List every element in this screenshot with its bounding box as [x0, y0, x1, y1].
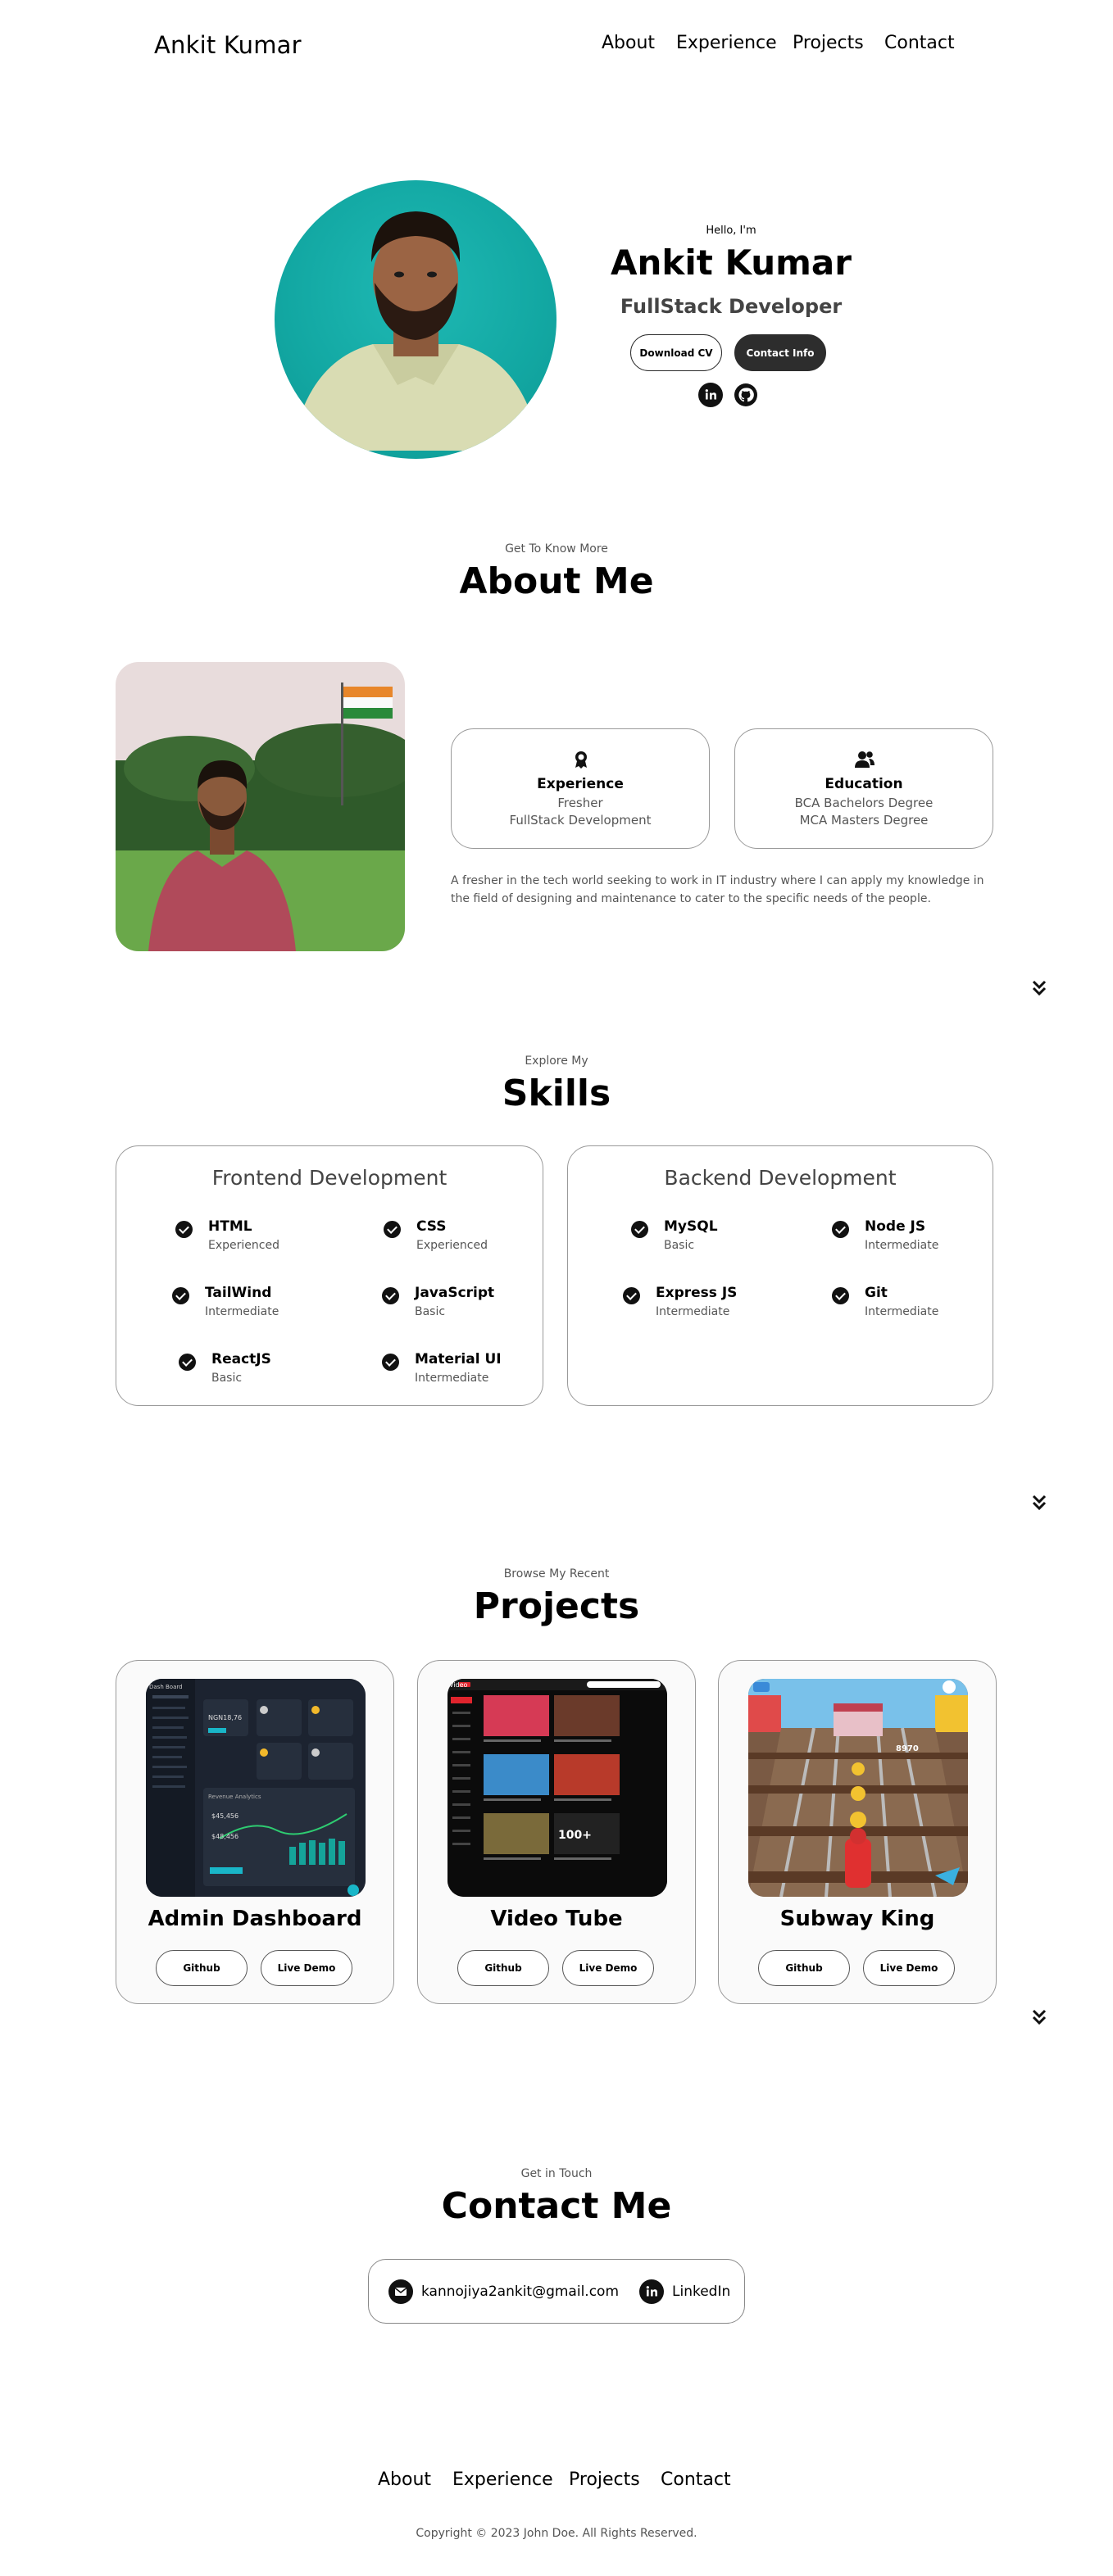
game-score: 8970 — [896, 1744, 919, 1753]
skills-subtitle: Explore My — [525, 1054, 588, 1068]
skill-name: Express JS — [656, 1285, 738, 1301]
skill-level: Basic — [211, 1372, 243, 1385]
nav-link-projects[interactable]: Projects — [793, 33, 864, 53]
live-demo-button[interactable]: Live Demo — [261, 1950, 352, 1986]
project-title: Subway King — [779, 1907, 935, 1931]
skill-item — [172, 1285, 352, 1326]
chevron-double-down-icon[interactable] — [1029, 2007, 1049, 2027]
chevron-double-down-icon[interactable] — [1029, 978, 1049, 998]
skill-name: CSS — [416, 1218, 447, 1235]
video-thumb-label: 100+ — [558, 1829, 592, 1842]
github-button[interactable]: Github — [156, 1950, 248, 1986]
github-button[interactable]: Github — [758, 1950, 850, 1986]
dashboard-brand: Dash Board — [149, 1684, 183, 1690]
video-brand: Video — [449, 1681, 468, 1689]
project-screenshot — [146, 1679, 366, 1897]
footer-link-projects[interactable]: Projects — [569, 2469, 640, 2490]
live-demo-button[interactable]: Live Demo — [863, 1950, 955, 1986]
project-title: Video Tube — [490, 1907, 623, 1931]
contact-title: Contact Me — [441, 2185, 672, 2227]
about-description: A fresher in the tech world seeking to work in IT industry where I can apply my knowledge in the field of designing and maintenance to cater to the specific needs of the people. — [451, 874, 984, 905]
check-circle-icon — [172, 1287, 189, 1304]
education-title: Education — [825, 776, 903, 792]
check-circle-icon — [382, 1354, 399, 1371]
experience-title: Experience — [537, 776, 624, 792]
skills-title: Skills — [502, 1073, 611, 1114]
skill-name: ReactJS — [211, 1351, 271, 1367]
check-circle-icon — [179, 1354, 196, 1371]
about-picture — [116, 662, 405, 951]
frontend-skills-card — [116, 1145, 543, 1406]
contact-subtitle: Get in Touch — [520, 2167, 593, 2180]
project-screenshot — [748, 1679, 968, 1897]
contact-info-button[interactable]: Contact Info — [734, 334, 826, 371]
email-link[interactable]: kannojiya2ankit@gmail.com — [421, 2283, 620, 2300]
check-circle-icon — [382, 1287, 399, 1304]
dashboard-value: $45,456 — [211, 1812, 239, 1820]
linkedin-icon — [639, 2279, 664, 2304]
chevron-double-down-icon[interactable] — [1029, 1493, 1049, 1512]
footer-link-experience[interactable]: Experience — [452, 2469, 553, 2490]
skill-level: Basic — [664, 1239, 695, 1252]
github-icon[interactable] — [734, 383, 758, 407]
project-screenshot — [447, 1679, 667, 1897]
users-icon — [853, 750, 876, 769]
projects-subtitle: Browse My Recent — [503, 1567, 610, 1581]
frontend-title: Frontend Development — [211, 1166, 447, 1190]
download-cv-button[interactable]: Download CV — [630, 334, 722, 371]
linkedin-icon[interactable] — [698, 383, 723, 407]
skill-level: Basic — [415, 1305, 446, 1318]
github-button[interactable]: Github — [457, 1950, 549, 1986]
skill-name: JavaScript — [415, 1285, 495, 1301]
backend-skills-card — [567, 1145, 993, 1406]
education-line: BCA Bachelors Degree — [794, 796, 934, 810]
dashboard-analytics-label: Revenue Analytics — [208, 1794, 261, 1800]
nav-link-about[interactable]: About — [602, 33, 656, 53]
education-line: MCA Masters Degree — [799, 813, 929, 828]
skill-item — [175, 1218, 356, 1259]
nav-link-experience[interactable]: Experience — [676, 33, 777, 53]
skill-level: Intermediate — [415, 1372, 489, 1385]
skill-level: Intermediate — [205, 1305, 279, 1318]
skill-item — [631, 1218, 811, 1259]
skill-level: Intermediate — [865, 1239, 939, 1252]
skill-item — [179, 1351, 359, 1392]
skill-name: MySQL — [664, 1218, 718, 1235]
email-icon — [388, 2279, 413, 2304]
skill-level: Intermediate — [865, 1305, 939, 1318]
project-card — [116, 1660, 394, 2004]
about-subtitle: Get To Know More — [505, 542, 608, 556]
skill-name: Material UI — [415, 1351, 502, 1367]
skill-item — [384, 1218, 564, 1259]
experience-card — [451, 728, 710, 849]
check-circle-icon — [631, 1221, 648, 1238]
linkedin-link[interactable]: LinkedIn — [672, 2283, 731, 2300]
hero-role: FullStack Developer — [620, 295, 843, 318]
skill-level: Experienced — [208, 1239, 279, 1252]
footer-link-contact[interactable]: Contact — [661, 2469, 731, 2490]
skill-item — [832, 1218, 1012, 1259]
skill-name: TailWind — [205, 1285, 272, 1301]
live-demo-button[interactable]: Live Demo — [562, 1950, 654, 1986]
dashboard-stat: NGN18,76 — [208, 1714, 243, 1721]
check-circle-icon — [623, 1287, 640, 1304]
check-circle-icon — [384, 1221, 401, 1238]
skill-item — [832, 1285, 1012, 1326]
skill-item — [382, 1285, 562, 1326]
dashboard-value: $48,456 — [211, 1833, 239, 1840]
hero-greeting: Hello, I'm — [706, 224, 756, 237]
experience-line: Fresher — [557, 796, 603, 810]
skill-item — [382, 1351, 562, 1392]
contact-info-box — [368, 2259, 745, 2324]
backend-title: Backend Development — [664, 1166, 897, 1190]
project-card — [417, 1660, 696, 2004]
copyright-text: Copyright © 2023 John Doe. All Rights Reserved. — [416, 2527, 697, 2540]
hero-name: Ankit Kumar — [611, 243, 852, 283]
skill-level: Experienced — [416, 1239, 488, 1252]
education-card — [734, 728, 993, 849]
award-icon — [571, 750, 591, 769]
skill-item — [623, 1285, 803, 1326]
about-title: About Me — [459, 560, 654, 602]
check-circle-icon — [175, 1221, 193, 1238]
skill-name: Node JS — [865, 1218, 926, 1235]
experience-line: FullStack Development — [509, 813, 652, 828]
check-circle-icon — [832, 1221, 849, 1238]
site-logo[interactable]: Ankit Kumar — [154, 31, 302, 59]
project-card — [718, 1660, 997, 2004]
project-title: Admin Dashboard — [148, 1907, 362, 1931]
check-circle-icon — [832, 1287, 849, 1304]
skill-name: HTML — [208, 1218, 252, 1235]
projects-title: Projects — [473, 1585, 640, 1627]
nav-link-contact[interactable]: Contact — [884, 33, 955, 53]
footer-link-about[interactable]: About — [378, 2469, 432, 2490]
skill-level: Intermediate — [656, 1305, 730, 1318]
skill-name: Git — [865, 1285, 888, 1301]
profile-picture — [275, 180, 556, 459]
